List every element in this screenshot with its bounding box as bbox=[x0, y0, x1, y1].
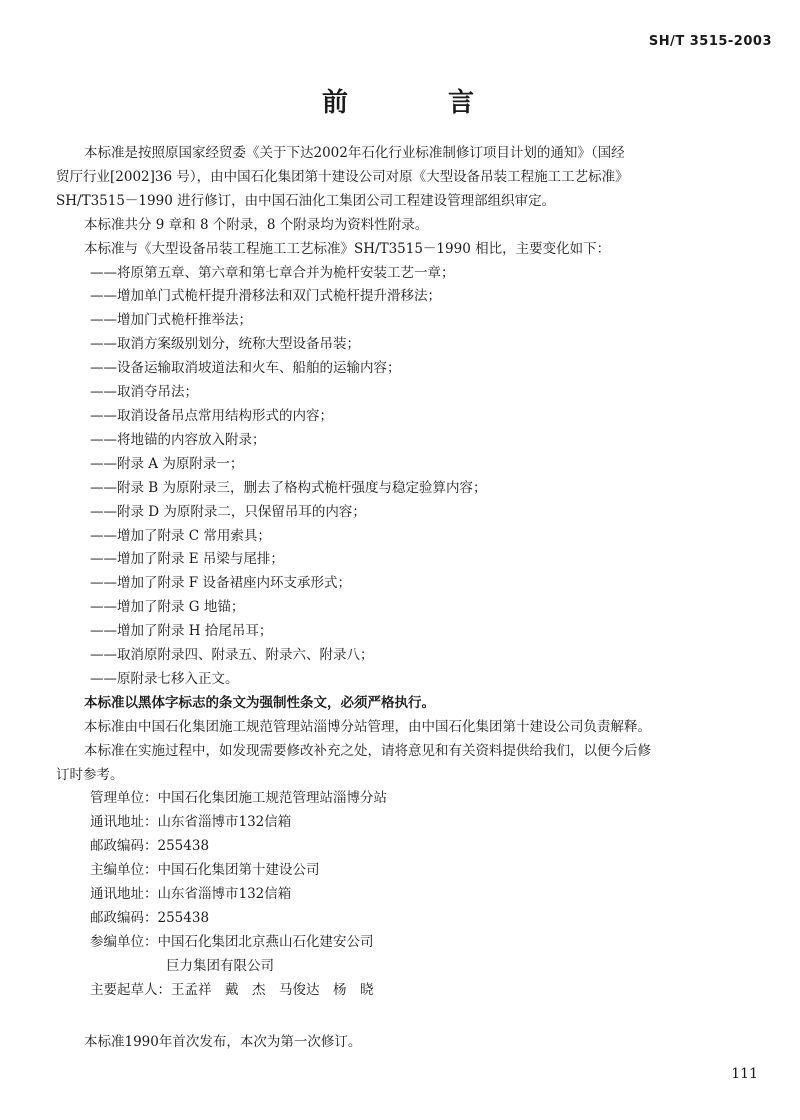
preface-body bbox=[56, 142, 770, 1055]
list-item: ——增加了附录 E 吊梁与尾排； bbox=[90, 551, 284, 568]
structure-paragraph: 本标准共分 9 章和 8 个附录，8 个附录均为资料性附录。 bbox=[84, 216, 429, 233]
page-title bbox=[0, 82, 800, 119]
feedback-line-1: 本标准在实施过程中，如发现需要修改补充之处，请将意见和有关资料提供给我们，以便今后修 bbox=[84, 742, 651, 759]
contact-info bbox=[84, 787, 770, 1002]
title-char-1: 前 bbox=[321, 88, 352, 118]
participant-unit-2: 巨力集团有限公司 bbox=[166, 957, 274, 974]
intro-line-1: 本标准是按照原国家经贸委《关于下达2002年石化行业标准制修订项目计划的通知》（国经 bbox=[84, 145, 625, 161]
list-item: ——附录 B 为原附录三，删去了格构式桅杆强度与稳定验算内容； bbox=[90, 479, 487, 496]
participant-unit-1: 参编单位：中国石化集团北京燕山石化建安公司 bbox=[90, 933, 374, 950]
list-item: ——取消设备吊点常用结构形式的内容； bbox=[90, 407, 333, 424]
management-unit: 管理单位：中国石化集团施工规范管理站淄博分站 bbox=[90, 790, 387, 807]
list-item: ——取消夺吊法； bbox=[90, 384, 198, 401]
list-item: ——取消方案级别划分，统称大型设备吊装； bbox=[90, 336, 360, 353]
mandatory-notice: 本标准以黑体字标志的条文为强制性条文，必须严格执行。 bbox=[84, 694, 435, 711]
list-item: ——增加了附录 F 设备裙座内环支承形式； bbox=[90, 575, 351, 592]
editor-postcode: 邮政编码：255438 bbox=[90, 910, 210, 926]
list-item: ——取消原附录四、附录五、附录六、附录八； bbox=[90, 647, 374, 664]
list-item: ——增加门式桅杆推举法； bbox=[90, 312, 252, 329]
changes-list bbox=[84, 262, 770, 692]
management-paragraph: 本标准由中国石化集团施工规范管理站淄博分站管理，由中国石化集团第十建设公司负责解释。 bbox=[84, 718, 651, 735]
list-item: ——设备运输取消坡道法和火车、船舶的运输内容； bbox=[90, 360, 401, 377]
editor-unit: 主编单位：中国石化集团第十建设公司 bbox=[90, 862, 320, 879]
intro-line-3: SH/T3515－1990 进行修订，由中国石油化工集团公司工程建设管理部组织审定。 bbox=[56, 192, 556, 209]
drafters: 主要起草人：王孟祥 戴 杰 马俊达 杨 晓 bbox=[90, 981, 374, 998]
changes-intro: 本标准与《大型设备吊装工程施工工艺标准》SH/T3515－1990 相比，主要变化如下： bbox=[84, 240, 611, 257]
list-item: ——原附录七移入正文。 bbox=[90, 670, 239, 687]
list-item: ——增加了附录 C 常用索具； bbox=[90, 527, 271, 544]
list-item: ——附录 D 为原附录二，只保留吊耳的内容； bbox=[90, 503, 366, 520]
management-postcode: 邮政编码：255438 bbox=[90, 838, 210, 855]
page-number: 111 bbox=[731, 1066, 758, 1082]
standard-number: SH/T 3515-2003 bbox=[648, 34, 772, 49]
list-item: ——附录 A 为原附录一； bbox=[90, 455, 244, 472]
release-note: 本标准1990年首次发布，本次为第一次修订。 bbox=[84, 1033, 362, 1050]
list-item: ——将原第五章、第六章和第七章合并为桅杆安装工艺一章； bbox=[90, 264, 455, 281]
editor-address: 通讯地址：山东省淄博市132信箱 bbox=[90, 886, 292, 903]
intro-line-2: 贸厅行业[2002]36 号），由中国石化集团第十建设公司对原《大型设备吊装工程施工工艺标准》 bbox=[56, 168, 629, 185]
feedback-line-2: 订时参考。 bbox=[56, 766, 124, 783]
management-address: 通讯地址：山东省淄博市132信箱 bbox=[90, 814, 292, 831]
title-char-2: 言 bbox=[448, 88, 479, 118]
list-item: ——增加了附录 G 地锚； bbox=[90, 599, 245, 616]
list-item: ——增加了附录 H 拾尾吊耳； bbox=[90, 623, 273, 640]
list-item: ——将地锚的内容放入附录； bbox=[90, 431, 266, 448]
list-item: ——增加单门式桅杆提升滑移法和双门式桅杆提升滑移法； bbox=[90, 288, 441, 305]
